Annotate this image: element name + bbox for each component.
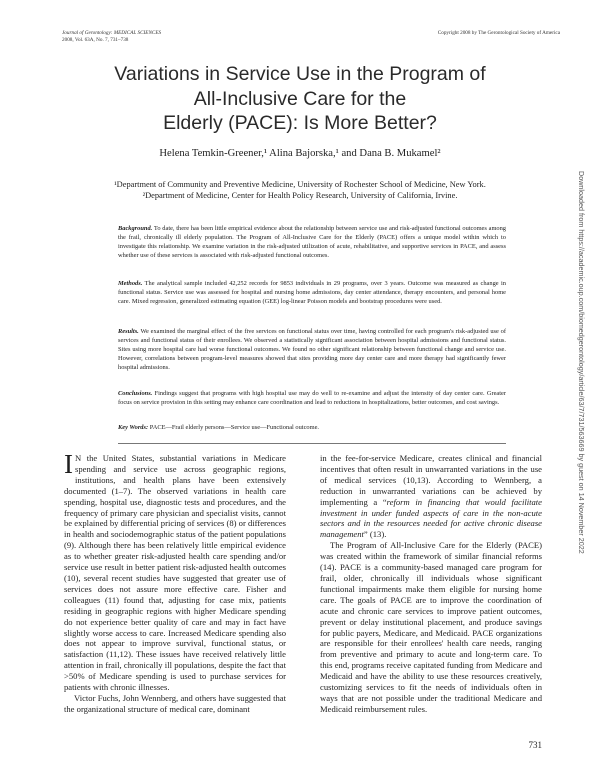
title-line: Elderly (PACE): Is More Better? bbox=[163, 112, 437, 134]
copyright-notice: Copyright 2008 by The Gerontological Society of America bbox=[437, 30, 560, 36]
abstract-label: Results. bbox=[118, 328, 139, 335]
body-column-left bbox=[64, 449, 286, 715]
abstract-text: The analytical sample included 42,252 records for 9853 individuals in 29 programs, over 3 years. Outcome was measured as change in functional status. Service use was assessed for hospital and nursing home admissions, day center attendance, therapy encounters, and personal home care. Mixed regression, generalized estimating equation (GEE) log-linear Poisson models and bootstrap procedures were used. bbox=[118, 280, 506, 305]
abstract-label: Conclusions. bbox=[118, 390, 153, 397]
keywords-label: Key Words: bbox=[118, 424, 149, 431]
abstract-divider bbox=[118, 443, 506, 444]
paragraph-text: ” (13). bbox=[363, 529, 387, 540]
title-line: All-Inclusive Care for the bbox=[193, 87, 407, 110]
abstract-text: To date, there has been little empirical evidence about the relationship between service use and risk-adjusted functional outcomes among the frail, chronically ill elderly population. The Program of All-Inclusive Care for the Elderly (PACE) offers a unique model within which to investigate this relationship. We examine variation in the risk-adjusted utilization of acute, rehabilitative, and supportive services in PACE, and assess whether use of these services is associated with risk-adjusted functional outcomes. bbox=[118, 225, 507, 259]
abstract-results bbox=[118, 327, 506, 372]
affiliations bbox=[60, 179, 540, 201]
paragraph-text: N the United States, substantial variations in Medicare spending and service use across geographic regions, institutions, and health plans have been extensively documented (1–7). The observed variations in health care spending, hospital use, diagnostic tests and procedures, and the frequency of primary care physician and specialist visits, cannot be explained by differential pricing of services (8) or differences in health and sociodemographic status of the patient populations (9). Although there has been relatively little empirical evidence as to whether greater risk-adjusted health care spending and/or service use result in better patient risk-adjusted health outcomes (10), several recent studies have suggested that greater use of services does not assure more effective care. Fisher and colleagues (11) found that, adjusting for case mix, patients residing in geographic regions with higher Medicare spending do not experience better quality of care and may in fact have slightly worse access to care. Increased Medicare spending also does not appear to improve survival, functional status, or satisfaction (11,12). These issues have received relatively little attention in frail, chronically ill populations, despite the fact that >50% of Medicare spending is used to purchase services for patients with chronic illnesses. bbox=[64, 453, 286, 693]
body-paragraph: Victor Fuchs, John Wennberg, and others have suggested that the organizational structure of medical care, dominant bbox=[64, 692, 286, 714]
paragraph-text: in the fee-for-service Medicare, creates clinical and financial incentives that often result in unwarranted variations in the use of medical services (10,13). According to Wennberg, a reduction in unwarranted variations can be achieved by implementing a “ bbox=[320, 453, 542, 507]
drop-cap: I bbox=[64, 449, 73, 479]
abstract-background bbox=[118, 224, 506, 260]
journal-volume: 2008, Vol. 63A, No. 7, 731–738 bbox=[62, 36, 129, 43]
keywords bbox=[118, 423, 506, 432]
abstract-text: We examined the marginal effect of the five services on functional status over time, having controlled for each program's risk-adjusted use of services and functional status of their enrollees. We observed a statistically significant association between hospital admissions and functional status. Sites using more hospital care had worse functional outcomes. We found no other significant relationship between functional change and service use. However, correlations between program-level measures showed that sites providing more day center care and more therapy had significantly fewer hospital admissions. bbox=[118, 328, 506, 371]
abstract-conclusions bbox=[118, 389, 506, 407]
quoted-text: reform in financing that would facilitate investment in under funded aspects of care in the non-acute sectors and in the resources needed for active chronic disease management bbox=[320, 496, 543, 540]
page-number: 731 bbox=[528, 740, 542, 750]
article-title bbox=[90, 62, 510, 136]
abstract-label: Background. bbox=[118, 225, 153, 232]
running-header bbox=[62, 30, 161, 43]
abstract-label: Methods. bbox=[118, 280, 143, 287]
download-watermark: Downloaded from https://academic.oup.com/biomedgerontology/article/63/7/731/563669 by guest on 14 November 2022 bbox=[577, 171, 586, 554]
body-paragraph bbox=[64, 449, 286, 693]
body-paragraph bbox=[320, 453, 542, 540]
affiliation: ²Department of Medicine, Center for Health Policy Research, University of California, Irvine. bbox=[142, 191, 458, 200]
abstract-text: Findings suggest that programs with high hospital use may do well to re-examine and adjust the intensity of day center care. Greater focus on service provision in this setting may enhance care coordination and lead to reductions in hospitalizations, better outcomes, and cost savings. bbox=[118, 390, 506, 406]
abstract-methods bbox=[118, 279, 506, 306]
journal-name: Journal of Gerontology: MEDICAL SCIENCES bbox=[62, 30, 162, 36]
author-list: Helena Temkin-Greener,¹ Alina Bajorska,¹ and Dana B. Mukamel² bbox=[159, 148, 441, 159]
keywords-text: PACE—Frail elderly persons—Service use—Functional outcome. bbox=[149, 424, 320, 431]
affiliation: ¹Department of Community and Preventive Medicine, University of Rochester School of Medicine, New York. bbox=[114, 180, 486, 189]
title-line: Variations in Service Use in the Program of bbox=[114, 63, 486, 85]
body-column-right bbox=[320, 453, 542, 715]
body-paragraph: The Program of All-Inclusive Care for the Elderly (PACE) was created within the framework of similar financial reforms (14). PACE is a community-based managed care program for frail, older, chronically ill individuals whose significant functional impairments make them eligible for nursing home care. The goals of PACE are to improve the coordination of acute and chronic care services to improve patient outcomes, prevent or delay institutional placement, and produce savings for public payers, Medicare, and Medicaid. PACE organizations are responsible for their enrollees' health care needs, ranging from preventive and primary to acute and long-term care. To this end, programs receive capitated funding from Medicare and Medicaid and have the ability to use these resources creatively, customizing services to fit the needs of individuals often in ways that are not possible under the traditional Medicare and Medicaid reimbursement rules. bbox=[320, 540, 542, 714]
